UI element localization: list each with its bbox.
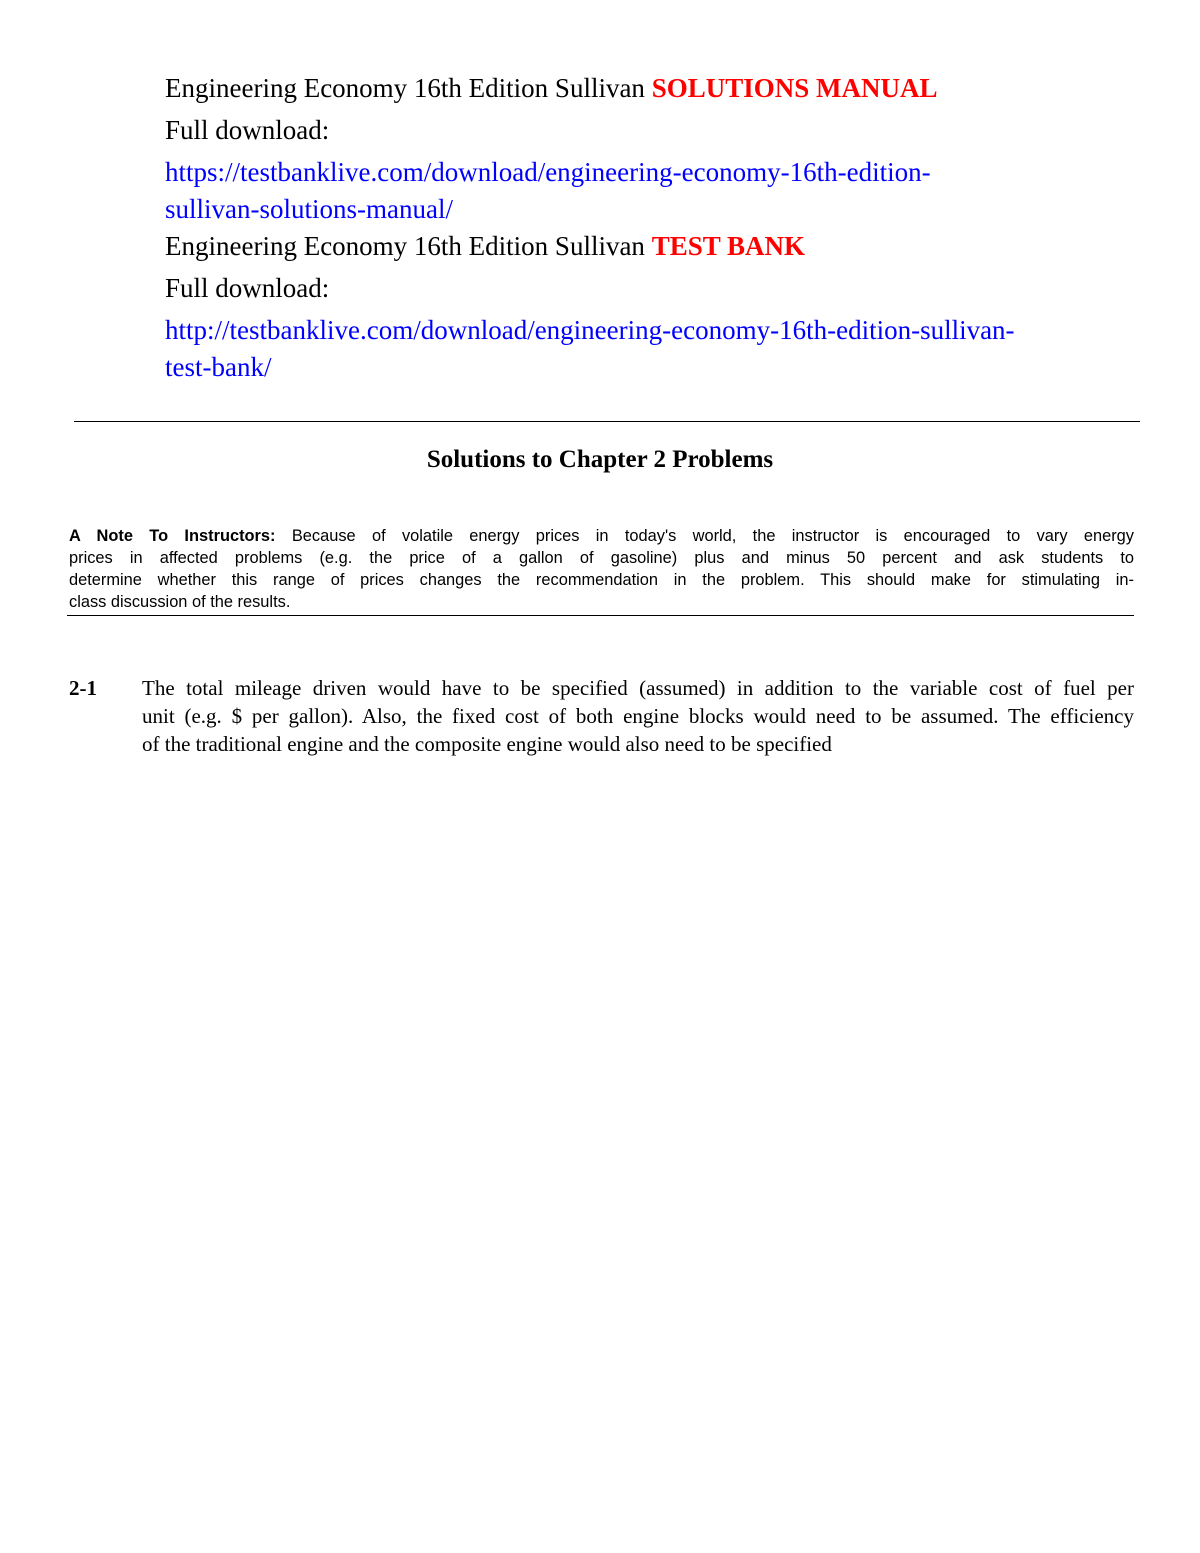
instructor-note-line-2: prices in affected problems (e.g. the price of a gallon of gasoline) plus and minus 50 percent and ask students to bbox=[69, 549, 1134, 567]
solutions-manual-link[interactable] bbox=[165, 154, 1125, 228]
test-bank-link-line-1[interactable]: http://testbanklive.com/download/engineering-economy-16th-edition-sullivan- bbox=[165, 315, 1015, 345]
instructor-note-text-1: Because of volatile energy prices in today's world, the instructor is encouraged to vary energy bbox=[291, 527, 1134, 545]
test-bank-link[interactable] bbox=[165, 312, 1125, 386]
full-download-label: Full download: bbox=[165, 115, 330, 145]
test-bank-highlight: TEST BANK bbox=[651, 231, 805, 261]
problem-text-line-1: The total mileage driven would have to be specified (assumed) in addition to the variable cost of fuel per bbox=[142, 676, 1134, 700]
note-divider bbox=[67, 615, 1134, 616]
problem-text bbox=[142, 674, 1134, 758]
solutions-manual-link-line-1[interactable]: https://testbanklive.com/download/engineering-economy-16th-edition- bbox=[165, 157, 931, 187]
solutions-manual-highlight: SOLUTIONS MANUAL bbox=[651, 73, 938, 103]
solutions-manual-title-text: Engineering Economy 16th Edition Sullivan bbox=[165, 73, 652, 103]
full-download-label-2: Full download: bbox=[165, 273, 330, 303]
instructor-note bbox=[69, 525, 1134, 613]
test-bank-title-text: Engineering Economy 16th Edition Sullivan bbox=[165, 231, 652, 261]
test-bank-link-line-2[interactable]: test-bank/ bbox=[165, 352, 272, 382]
header-divider bbox=[74, 421, 1140, 422]
problem-text-line-3: of the traditional engine and the composite engine would also need to be specified bbox=[142, 732, 832, 756]
instructor-note-line-3: determine whether this range of prices changes the recommendation in the problem. This should make for stimulating in- bbox=[69, 571, 1134, 589]
instructor-note-line-4: class discussion of the results. bbox=[69, 593, 291, 611]
instructor-note-line-1 bbox=[69, 525, 1134, 547]
solutions-manual-title bbox=[165, 70, 1125, 107]
test-bank-title bbox=[165, 228, 1125, 265]
download-header bbox=[165, 70, 1125, 386]
problem-number: 2-1 bbox=[69, 676, 97, 700]
instructor-note-label: A Note To Instructors: bbox=[69, 527, 276, 545]
solutions-manual-link-line-2[interactable]: sullivan-solutions-manual/ bbox=[165, 194, 453, 224]
problem-text-line-2: unit (e.g. $ per gallon). Also, the fixed cost of both engine blocks would need to be assumed. The efficiency bbox=[142, 704, 1134, 728]
chapter-title: Solutions to Chapter 2 Problems bbox=[426, 446, 774, 473]
